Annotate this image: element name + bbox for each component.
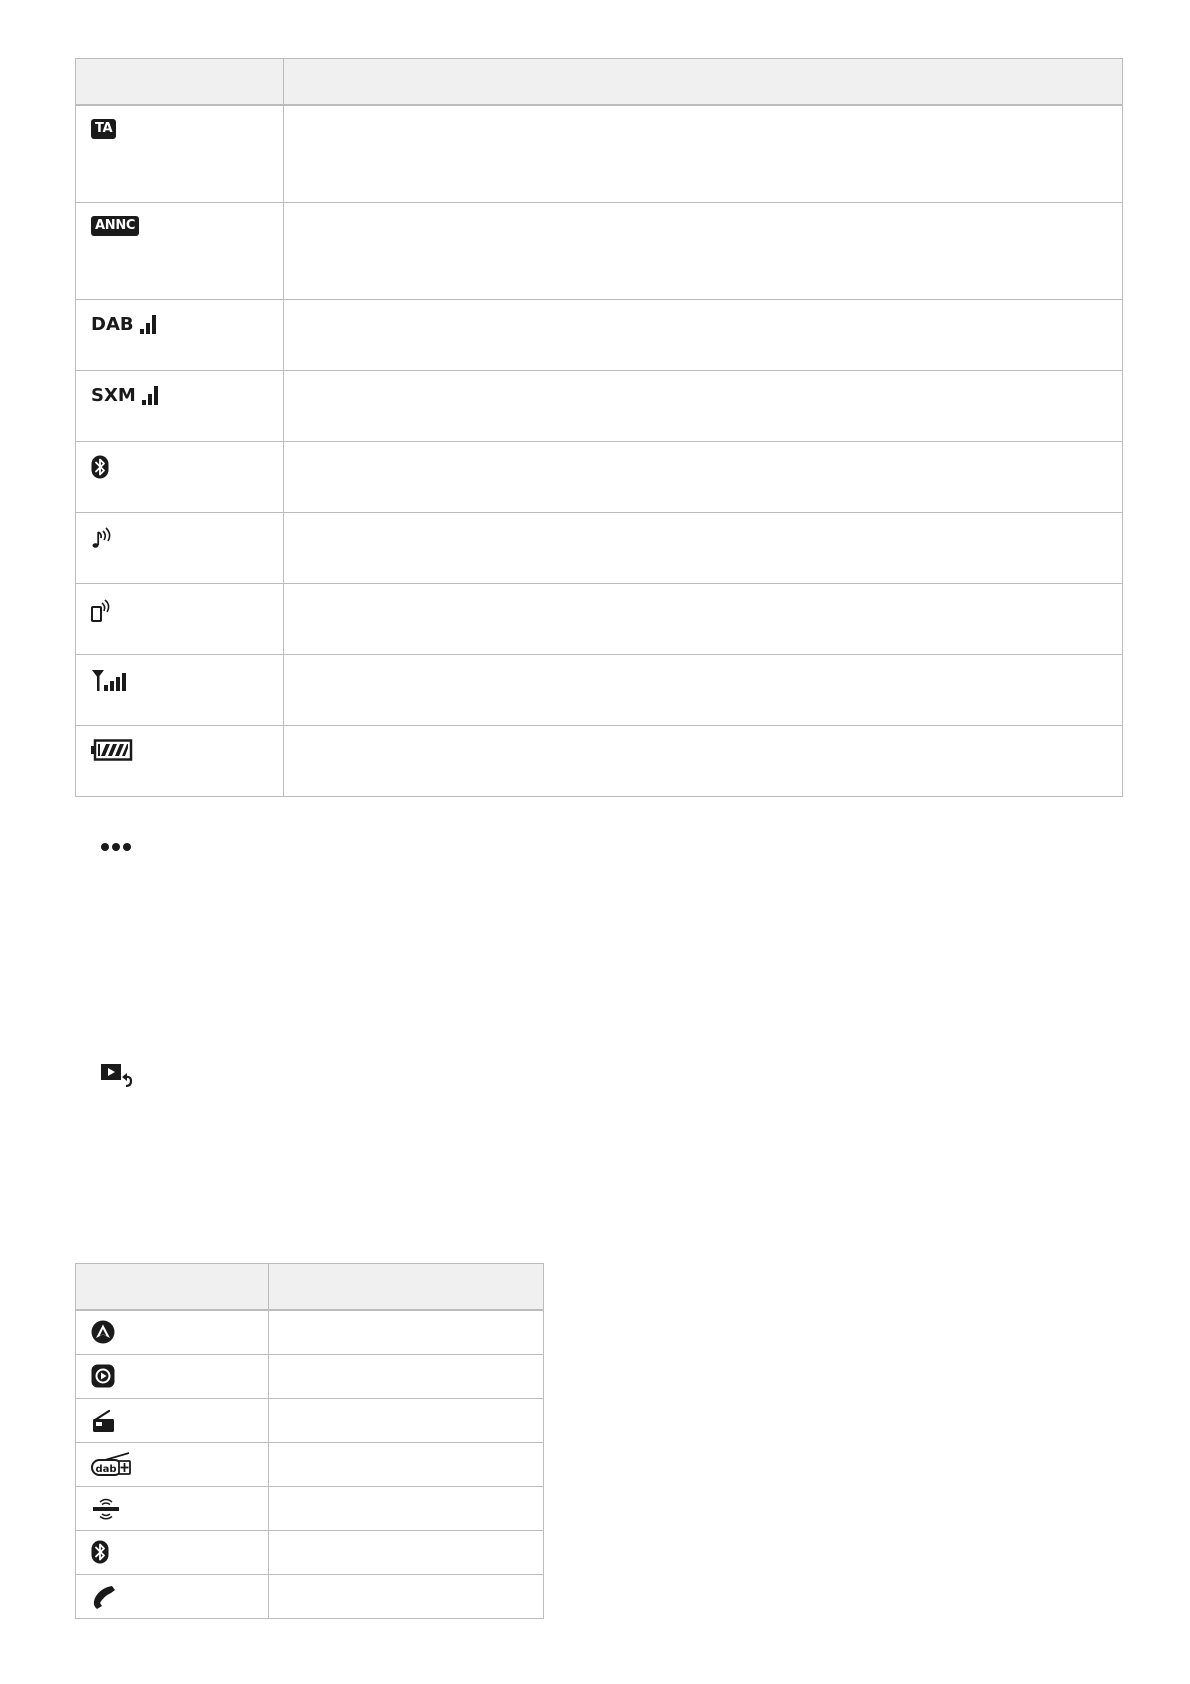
siriusxm-icon: [91, 1496, 121, 1522]
icon-cell: [76, 441, 284, 512]
icon-cell: [76, 299, 284, 370]
phone-signal-strength-icon: [91, 668, 129, 692]
description-cell: [284, 370, 1123, 441]
table-header-row: [76, 1264, 544, 1311]
table-header-description-column: [284, 59, 1123, 106]
icon-cell: [76, 370, 284, 441]
description-cell: [284, 105, 1123, 202]
icon-cell: [76, 1310, 269, 1355]
bluetooth-icon: [91, 1540, 109, 1564]
table-row: [76, 725, 1123, 796]
signal-bars-icon: [140, 384, 162, 406]
bluetooth-audio-icon: [91, 526, 115, 550]
battery-level-icon: [91, 739, 133, 761]
icon-cell: [76, 725, 284, 796]
description-cell: [284, 202, 1123, 299]
table-header-row: [76, 59, 1123, 106]
annc-indicator-icon: ANNC: [91, 216, 139, 236]
icon-cell: [76, 1399, 269, 1443]
table-row: [76, 1399, 544, 1443]
play-return-icon: [100, 1063, 136, 1089]
table-row: [76, 299, 1123, 370]
description-cell: [284, 512, 1123, 583]
table-header-description-column: [269, 1264, 544, 1311]
table-row: [76, 370, 1123, 441]
ta-indicator-icon: TA: [91, 119, 116, 139]
icon-cell: [76, 654, 284, 725]
table-row: [76, 202, 1123, 299]
icon-cell: [76, 583, 284, 654]
table-row: [76, 1310, 544, 1355]
table-row: [76, 1531, 544, 1575]
table-row: [76, 105, 1123, 202]
phone-handset-icon: [91, 1584, 117, 1610]
table-header-icon-column: [76, 1264, 269, 1311]
status-icons-table: [75, 58, 1123, 797]
carplay-icon: [91, 1364, 115, 1388]
signal-bars-icon: [138, 313, 160, 335]
bluetooth-icon: [91, 455, 109, 479]
source-icons-table: [75, 1263, 544, 1619]
icon-cell: [76, 512, 284, 583]
description-cell: [284, 654, 1123, 725]
icon-cell: [76, 1531, 269, 1575]
bluetooth-phone-icon: [91, 597, 115, 623]
table-row: [76, 583, 1123, 654]
description-cell: [269, 1531, 544, 1575]
table-row: [76, 441, 1123, 512]
description-cell: [269, 1355, 544, 1399]
icon-cell: [76, 1443, 269, 1487]
radio-tuner-icon: [91, 1408, 117, 1434]
icon-cell: [76, 1575, 269, 1619]
more-options-icon: [100, 841, 132, 853]
table-row: [76, 654, 1123, 725]
icon-cell: [76, 202, 284, 299]
svg-text:dab: dab: [95, 1464, 117, 1475]
table-row: [76, 1443, 544, 1487]
table-row: [76, 512, 1123, 583]
table-row: [76, 1575, 544, 1619]
description-cell: [269, 1443, 544, 1487]
description-cell: [284, 299, 1123, 370]
description-cell: [284, 725, 1123, 796]
icon-cell: [76, 105, 284, 202]
sxm-label: SXM: [91, 384, 136, 406]
sxm-signal-icon: [91, 384, 162, 406]
dab-label: DAB: [91, 313, 134, 335]
android-auto-icon: [91, 1320, 115, 1344]
table-header-icon-column: [76, 59, 284, 106]
description-cell: [269, 1575, 544, 1619]
description-cell: [284, 441, 1123, 512]
description-cell: [269, 1487, 544, 1531]
description-cell: [269, 1310, 544, 1355]
dab-plus-icon: [91, 1452, 131, 1478]
table-row: [76, 1355, 544, 1399]
description-cell: [284, 583, 1123, 654]
description-cell: [269, 1399, 544, 1443]
table-row: [76, 1487, 544, 1531]
icon-cell: [76, 1355, 269, 1399]
dab-signal-icon: [91, 313, 160, 335]
icon-cell: [76, 1487, 269, 1531]
